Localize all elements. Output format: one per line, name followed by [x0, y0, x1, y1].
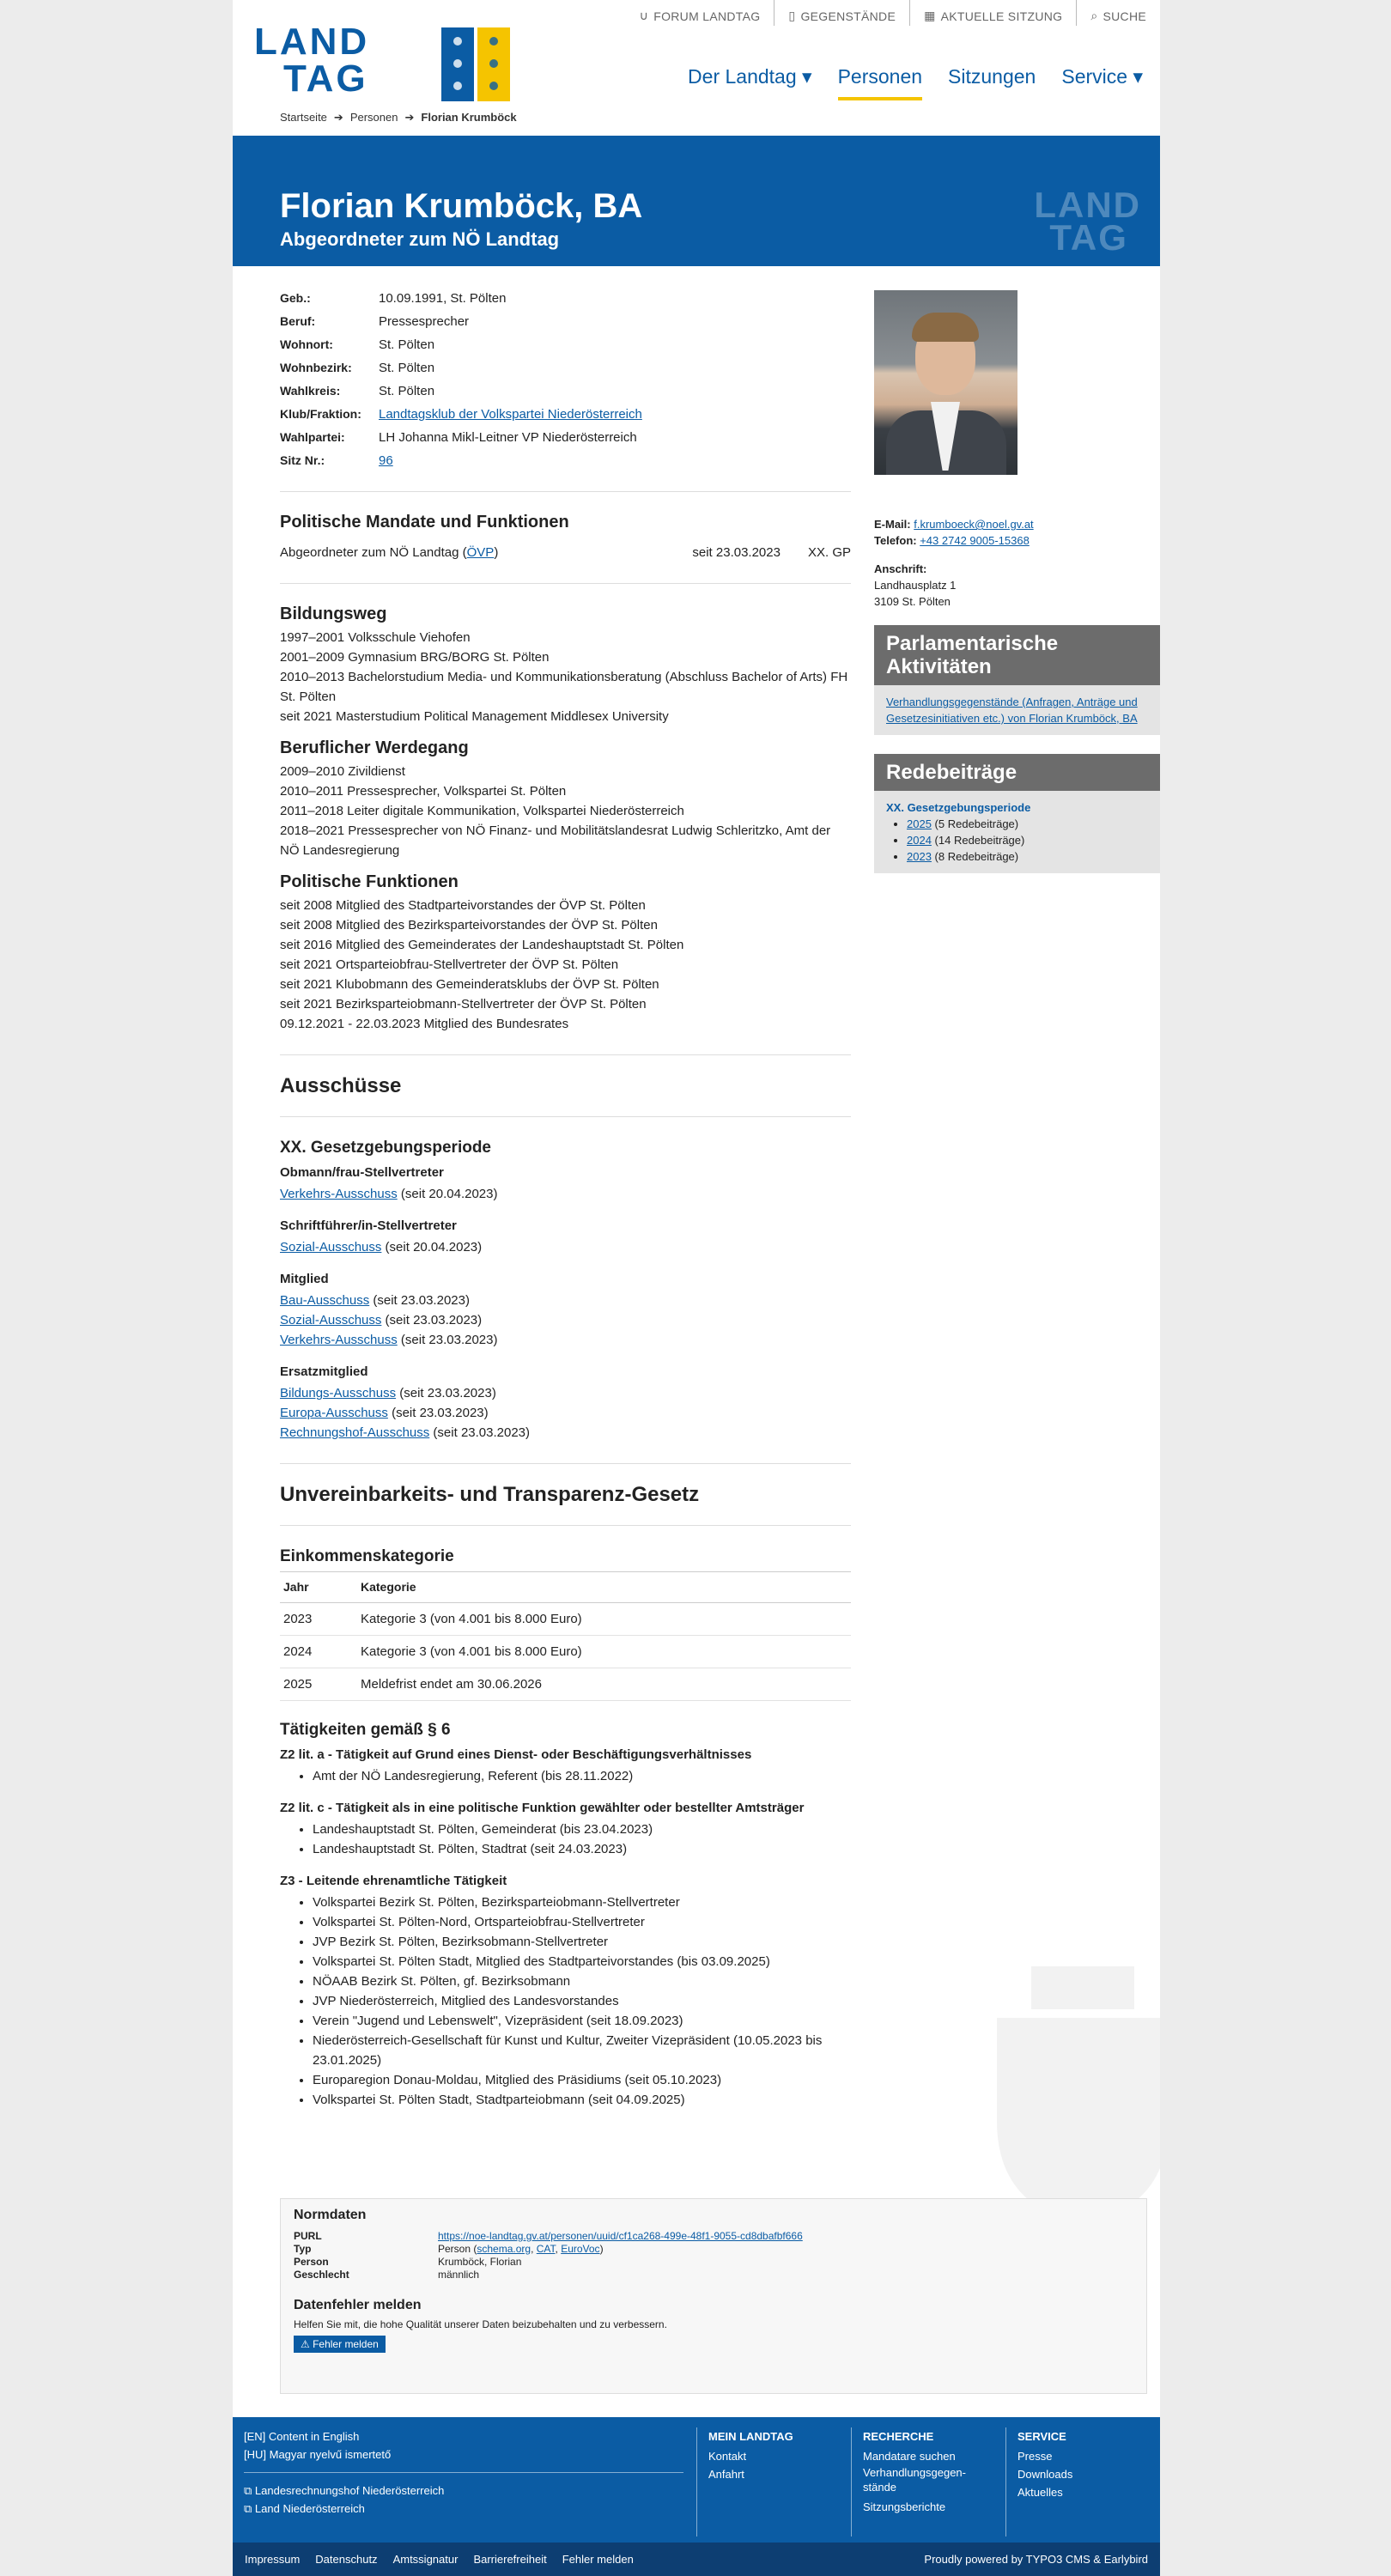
- footer-link[interactable]: Downloads: [1017, 2468, 1073, 2481]
- committee-link[interactable]: Rechnungshof-Ausschuss: [280, 1425, 430, 1440]
- klub-link[interactable]: Landtagsklub der Volkspartei Niederösterreich: [379, 407, 642, 422]
- box-heading: Redebeiträge: [874, 754, 1160, 791]
- footer-link[interactable]: Sitzungsberichte: [863, 2500, 946, 2513]
- committee-link[interactable]: Verkehrs-Ausschuss: [280, 1187, 398, 1201]
- logo-flag-icon: [441, 27, 510, 101]
- footer-link[interactable]: Anfahrt: [708, 2468, 744, 2481]
- table-row: 2023 Kategorie 3 (von 4.001 bis 8.000 Euro): [280, 1603, 851, 1636]
- topbar-aktuelle-sitzung[interactable]: ▦ AKTUELLE SITZUNG: [909, 0, 1076, 26]
- breadcrumb: [280, 111, 517, 125]
- footer-col-mein-landtag: MEIN LANDTAG Kontakt Anfahrt: [696, 2427, 851, 2537]
- main-navigation: [688, 65, 1143, 100]
- section-heading: Ausschüsse: [280, 1074, 402, 1097]
- datenschutz-link[interactable]: Datenschutz: [315, 2553, 378, 2566]
- committee-item: Rechnungshof-Ausschuss (seit 23.03.2023): [280, 1425, 531, 1440]
- divider: [280, 491, 851, 492]
- list-item: • Landeshauptstadt St. Pölten, Gemeinderat (bis 23.04.2023): [313, 1820, 851, 1839]
- list-item: • Niederösterreich-Gesellschaft für Kunst und Kultur, Zweiter Vizepräsident (10.05.2023 bis 23.01.2025): [313, 2031, 851, 2070]
- purl-link[interactable]: https://noe-landtag.gv.at/personen/uuid/cf1ca268-499e-48f1-9055-cd8dbafbf666: [438, 2230, 803, 2242]
- list-item: seit 2016 Mitglied des Gemeinderates der Landeshauptstadt St. Pölten: [280, 938, 684, 952]
- committee-link[interactable]: Sozial-Ausschuss: [280, 1313, 382, 1327]
- logo-watermark: LAND TAG: [1034, 185, 1141, 258]
- logo-text-land: LAND: [254, 21, 370, 63]
- list-item: • Verein "Jugend und Lebenswelt", Vizepräsident (seit 18.09.2023): [313, 2011, 851, 2031]
- redebeitraege-box: Redebeiträge XX. Gesetzgebungsperiode • 2025 (5 Redebeiträge) • 2024 (14 Redebeiträge) • 2023 (8 Redebeiträge): [874, 754, 1160, 873]
- footer-link[interactable]: Verhandlungsgegen-stände: [863, 2466, 966, 2494]
- activity-list: [280, 1766, 851, 1786]
- personal-info: Geb.: 10.09.1991, St. Pölten Beruf: Pressesprecher Wohnort: St. Pölten Wohnbezirk: St. Pölten Wahlkreis: St. Pölten Klub/Fraktion: Landtagsklub der Volkspartei Niederösterreich Wahlpartei: LH Johanna Mikl-Leitner VP Niederösterreich Sitz Nr.: 96: [280, 289, 851, 471]
- footer-link[interactable]: Presse: [1017, 2450, 1053, 2463]
- parl-activities-box: [874, 625, 1160, 735]
- list-item: • NÖAAB Bezirk St. Pölten, gf. Bezirksobmann: [313, 1971, 851, 1991]
- list-item: seit 2021 Ortsparteiobfrau-Stellvertreter der ÖVP St. Pölten: [280, 957, 619, 972]
- list-item: seit 2021 Bezirksparteiobmann-Stellvertreter der ÖVP St. Pölten: [280, 997, 647, 1012]
- committee-item: Bau-Ausschuss (seit 23.03.2023): [280, 1293, 470, 1308]
- einkommen-table: [280, 1571, 851, 1701]
- nav-sitzungen[interactable]: Sitzungen: [948, 65, 1036, 88]
- box-heading: Parlamentarische Aktivitäten: [874, 625, 1160, 685]
- list-item: • 2024 (14 Redebeiträge): [907, 832, 1148, 848]
- list-item: • 2025 (5 Redebeiträge): [907, 816, 1148, 832]
- cat-link[interactable]: CAT: [536, 2243, 556, 2255]
- barrierefreiheit-link[interactable]: Barrierefreiheit: [473, 2553, 547, 2566]
- section-heading: Bildungsweg: [280, 605, 387, 623]
- committee-item: Verkehrs-Ausschuss (seit 23.03.2023): [280, 1333, 498, 1347]
- footer: [233, 2417, 1160, 2576]
- nav-service[interactable]: Service ▾: [1061, 65, 1143, 88]
- rede-year-link[interactable]: 2024: [907, 834, 932, 847]
- list-item: • Landeshauptstadt St. Pölten, Stadtrat (seit 24.03.2023): [313, 1839, 851, 1859]
- external-link-land[interactable]: ⧉ Land Niederösterreich: [244, 2502, 365, 2515]
- divider: [244, 2472, 683, 2473]
- list-item: seit 2008 Mitglied des Bezirksparteivorstandes der ÖVP St. Pölten: [280, 918, 658, 933]
- committee-link[interactable]: Verkehrs-Ausschuss: [280, 1333, 398, 1347]
- list-item: 2018–2021 Pressesprecher von NÖ Finanz- und Mobilitätslandesrat Ludwig Schleritzko, Amt der NÖ Landesregierung: [280, 823, 831, 858]
- external-link-icon: ⧉: [244, 2484, 255, 2497]
- topbar-gegenstaende[interactable]: ▯ GEGENSTÄNDE: [774, 0, 909, 26]
- list-item: 2001–2009 Gymnasium BRG/BORG St. Pölten: [280, 650, 550, 665]
- section-heading: Politische Funktionen: [280, 872, 459, 891]
- arrow-right-icon: ➔: [404, 111, 415, 124]
- sidebar: [874, 290, 1160, 873]
- breadcrumb-home[interactable]: Startseite: [280, 111, 327, 124]
- normdaten-box: Normdaten PURL https://noe-landtag.gv.at/personen/uuid/cf1ca268-499e-48f1-9055-cd8dbafbf666 Typ Person (schema.org, CAT, EuroVoc) Person Krumböck, Florian Geschlecht männlich Datenfehler melden Helfen Sie mit, die hohe Qualität unserer Daten beizubehalten und zu verbessern. ⚠ Fehler melden: [280, 2198, 1147, 2394]
- rede-year-link[interactable]: 2023: [907, 850, 932, 863]
- footer-link[interactable]: Mandatare suchen: [863, 2450, 956, 2463]
- amtssignatur-link[interactable]: Amtssignatur: [392, 2553, 459, 2566]
- committee-link[interactable]: Sozial-Ausschuss: [280, 1240, 382, 1255]
- beruf-list: [280, 762, 851, 860]
- footer-link[interactable]: Kontakt: [708, 2450, 747, 2463]
- list-item: • Volkspartei St. Pölten Stadt, Stadtparteiobmann (seit 04.09.2025): [313, 2090, 851, 2110]
- list-item: • Europaregion Donau-Moldau, Mitglied des Präsidiums (seit 05.10.2023): [313, 2070, 851, 2090]
- impressum-link[interactable]: Impressum: [245, 2553, 301, 2566]
- list-item: seit 2008 Mitglied des Stadtparteivorstandes der ÖVP St. Pölten: [280, 898, 646, 913]
- divider: [280, 1463, 851, 1464]
- committee-item: Sozial-Ausschuss (seit 23.03.2023): [280, 1313, 483, 1327]
- committee-link[interactable]: Bau-Ausschuss: [280, 1293, 370, 1308]
- lang-hu-link[interactable]: [HU] Magyar nyelvű ismertető: [244, 2448, 392, 2461]
- list-item: seit 2021 Masterstudium Political Management Middlesex University: [280, 709, 669, 724]
- contact-info: E-Mail: f.krumboeck@noel.gv.at Telefon: +43 2742 9005-15368 Anschrift: Landhausplatz 1 3109 St. Pölten: [874, 518, 1034, 608]
- eurovoc-link[interactable]: EuroVoc: [561, 2243, 600, 2255]
- external-link-rechnungshof[interactable]: ⧉ Landesrechnungshof Niederösterreich: [244, 2484, 445, 2497]
- footer-bottom-bar: [233, 2543, 1160, 2576]
- normdaten-heading: Normdaten: [294, 2208, 367, 2222]
- list-item: • Volkspartei St. Pölten-Nord, Ortsparteiobfrau-Stellvertreter: [313, 1912, 851, 1932]
- column-header: Kategorie: [357, 1572, 851, 1603]
- nav-der-landtag[interactable]: Der Landtag ▾: [688, 65, 812, 88]
- divider: [280, 583, 851, 584]
- list-item: seit 2021 Klubobmann des Gemeinderatsklubs der ÖVP St. Pölten: [280, 977, 659, 992]
- hero-banner: [233, 136, 1160, 266]
- committee-item: Sozial-Ausschuss (seit 20.04.2023): [280, 1240, 483, 1255]
- table-row: 2024 Kategorie 3 (von 4.001 bis 8.000 Euro): [280, 1636, 851, 1668]
- fehler-melden-link[interactable]: Fehler melden: [562, 2553, 634, 2566]
- mandate-row: Abgeordneter zum NÖ Landtag (ÖVP) seit 23.03.2023 XX. GP: [280, 545, 851, 560]
- list-item: 2011–2018 Leiter digitale Kommunikation, Volkspartei Niederösterreich: [280, 804, 684, 818]
- sitz-link[interactable]: 96: [379, 453, 393, 468]
- logo-text-tag: TAG: [283, 58, 368, 100]
- activity-list: [280, 1893, 851, 2110]
- footer-col-service: SERVICE Presse Downloads Aktuelles: [1005, 2427, 1160, 2537]
- list-item: • JVP Bezirk St. Pölten, Bezirksobmann-Stellvertreter: [313, 1932, 851, 1952]
- list-item: • Volkspartei Bezirk St. Pölten, Bezirksparteiobmann-Stellvertreter: [313, 1893, 851, 1912]
- topbar-suche[interactable]: ⌕ SUCHE: [1076, 0, 1160, 26]
- table-row: 2025 Meldefrist endet am 30.06.2026: [280, 1668, 851, 1701]
- taetigkeiten-heading: Tätigkeiten gemäß § 6: [280, 1721, 451, 1739]
- arrow-right-icon: ➔: [333, 111, 343, 124]
- divider: [280, 1054, 851, 1055]
- committee-item: Verkehrs-Ausschuss (seit 20.04.2023): [280, 1187, 498, 1201]
- party-link[interactable]: ÖVP: [466, 545, 495, 560]
- einkommen-heading: Einkommenskategorie: [280, 1547, 454, 1565]
- committee-link[interactable]: Bildungs-Ausschuss: [280, 1386, 397, 1400]
- calendar-icon: ▦: [924, 9, 936, 22]
- list-item: • JVP Niederösterreich, Mitglied des Landesvorstandes: [313, 1991, 851, 2011]
- polit-list: [280, 896, 851, 1034]
- phone-link[interactable]: +43 2742 9005-15368: [920, 534, 1030, 547]
- rede-year-link[interactable]: 2025: [907, 817, 932, 830]
- verhandlungsgegenstaende-link[interactable]: Verhandlungsgegenstände (Anfragen, Anträge und Gesetzesinitiativen etc.) von Florian Krumböck, BA: [886, 696, 1138, 725]
- divider: [280, 1116, 851, 1117]
- page-subtitle: Abgeordneter zum NÖ Landtag: [280, 228, 560, 250]
- list-item: 1997–2001 Volksschule Viehofen: [280, 630, 471, 645]
- committee-item: Bildungs-Ausschuss (seit 23.03.2023): [280, 1386, 496, 1400]
- email-link[interactable]: f.krumboeck@noel.gv.at: [914, 518, 1034, 531]
- list-item: 2010–2011 Pressesprecher, Volkspartei St. Pölten: [280, 784, 567, 799]
- search-icon: ⌕: [1090, 9, 1098, 22]
- committee-link[interactable]: Europa-Ausschuss: [280, 1406, 388, 1420]
- portrait-photo: [874, 290, 1017, 475]
- schema-link[interactable]: schema.org: [477, 2243, 531, 2255]
- external-link-icon: ⧉: [244, 2502, 255, 2515]
- section-heading: Politische Mandate und Funktionen: [280, 513, 569, 532]
- footer-col-recherche: RECHERCHE Mandatare suchen Verhandlungsgegen-stände Sitzungsberichte: [851, 2427, 1005, 2537]
- top-utility-bar: [626, 0, 1160, 26]
- main-content: Geb.: 10.09.1991, St. Pölten Beruf: Pressesprecher Wohnort: St. Pölten Wohnbezirk: St. Pölten Wahlkreis: St. Pölten Klub/Fraktion: Landtagsklub der Volkspartei Niederösterreich Wahlpartei: LH Johanna Mikl-Leitner VP Niederösterreich Sitz Nr.: 96 Politische Mandate und Funktionen Abgeordneter zum NÖ Landtag (ÖVP) seit 23.03.2023 XX. GP Bildungsweg 1997–2001 Volksschule Viehofen 2001–2009 Gymnasium BRG/BORG St. Pölten 2010–2013 Bachelorstudium Media- und Kommunikationsberatung (Abschluss Bachelor of Arts) FH St. Pölten seit 2021 Masterstudium Political Management Middlesex University Beruflicher Werdegang 2009–2010 Zivildienst 2010–2011 Pressesprecher, Volkspartei St. Pölten 2011–2018 Leiter digitale Kommunikation, Volkspartei Niederösterreich 2018–2021 Pressesprecher von NÖ Finanz- und Mobilitätslandesrat Ludwig Schleritzko, Amt der NÖ Landesregierung Politische Funktionen seit 2008 Mitglied des Stadtparteivorstandes der ÖVP St. Pölten seit 2008 Mitglied des Bezirksparteivorstandes der ÖVP St. Pölten seit 2016 Mitglied des Gemeinderates der Landeshauptstadt St. Pölten seit 2021 Ortsparteiobfrau-Stellvertreter der ÖVP St. Pölten seit 2021 Klubobmann des Gemeinderatsklubs der ÖVP St. Pölten seit 2021 Bezirksparteiobmann-Stellvertreter der ÖVP St. Pölten 09.12.2021 - 22.03.2023 Mitglied des Bundesrates Ausschüsse XX. Gesetzgebungsperiode Obmann/frau-Stellvertreter Verkehrs-Ausschuss (seit 20.04.2023) Schriftführer/in-Stellvertreter Sozial-Ausschuss (seit 20.04.2023) Mitglied Bau-Ausschuss (seit 23.03.2023) Sozial-Ausschuss (seit 23.03.2023) Verkehrs-Ausschuss (seit 23.03.2023) Ersatzmitglied Bildungs-Ausschuss (seit 23.03.2023) Europa-Ausschuss (seit 23.03.2023) Rechnungshof-Ausschuss (seit 23.03.2023) Unvereinbarkeits- und Transparenz-Gesetz Einkommenskategorie Jahr Kategorie 2023 Kategorie 3 (von 4.001 bis 8.000 Euro) 2024 Kategorie 3 (von 4.001 bis 8.000 Euro) 2025 Meldefrist endet am 30.06.2026 Tätigkeiten gemäß § 6 Z2 lit. a - Tätigkeit auf Grund eines Dienst- oder Beschäftigungsverhältnisses • Amt der NÖ Landesregierung, Referent (bis 28.11.2022) Z2 lit. c - Tätigkeit als in eine politische Funktion gewählter oder bestellter Amtsträger • Landeshauptstadt St. Pölten, Gemeinderat (bis 23.04.2023) • Landeshauptstadt St. Pölten, Stadtrat (seit 24.03.2023) Z3 - Leitende ehrenamtliche Tätigkeit • Volkspartei Bezirk St. Pölten, Bezirksparteiobmann-Stellvertreter • Volkspartei St. Pölten-Nord, Ortsparteiobfrau-Stellvertreter • JVP Bezirk St. Pölten, Bezirksobmann-Stellvertreter • Volkspartei St. Pölten Stadt, Mitglied des Stadtparteivorstandes (bis 03.09.2025) • NÖAAB Bezirk St. Pölten, gf. Bezirksobmann • JVP Niederösterreich, Mitglied des Landesvorstandes • Verein "Jugend und Lebenswelt", Vizepräsident (seit 18.09.2023) • Niederösterreich-Gesellschaft für Kunst und Kultur, Zweiter Vizepräsident (10.05.2023 bis 23.01.2025) • Europaregion Donau-Moldau, Mitglied des Präsidiums (seit 05.10.2023) • Volkspartei St. Pölten Stadt, Stadtparteiobmann (seit 04.09.2025): [280, 289, 851, 2110]
- landtag-logo[interactable]: [254, 21, 510, 103]
- powered-by: Proudly powered by TYPO3 CMS & Earlybird: [924, 2553, 1148, 2566]
- section-heading: Unvereinbarkeits- und Transparenz-Gesetz: [280, 1483, 700, 1506]
- list-item: • Amt der NÖ Landesregierung, Referent (bis 28.11.2022): [313, 1766, 851, 1786]
- report-error-button[interactable]: ⚠ Fehler melden: [294, 2336, 386, 2353]
- list-item: • Volkspartei St. Pölten Stadt, Mitglied des Stadtparteivorstandes (bis 03.09.2025): [313, 1952, 851, 1971]
- document-icon: ▯: [788, 9, 796, 22]
- datenfehler-heading: Datenfehler melden: [294, 2298, 422, 2312]
- divider: [280, 1525, 851, 1526]
- page: [233, 0, 1160, 2576]
- rede-list: [886, 816, 1148, 865]
- page-title: Florian Krumböck, BA: [280, 187, 643, 225]
- list-item: 2009–2010 Zivildienst: [280, 764, 405, 779]
- bildung-list: [280, 628, 851, 726]
- period-heading: XX. Gesetzgebungsperiode: [280, 1139, 491, 1157]
- seal-watermark-icon: [980, 1966, 1160, 2224]
- topbar-forum-landtag[interactable]: ∪ FORUM LANDTAG: [639, 9, 761, 23]
- column-header: Jahr: [280, 1572, 357, 1603]
- lang-en-link[interactable]: [EN] Content in English: [244, 2430, 360, 2443]
- footer-link[interactable]: Aktuelles: [1017, 2486, 1063, 2499]
- breadcrumb-current: Florian Krumböck: [421, 111, 517, 124]
- activity-list: [280, 1820, 851, 1859]
- committee-item: Europa-Ausschuss (seit 23.03.2023): [280, 1406, 489, 1420]
- list-item: 2010–2013 Bachelorstudium Media- und Kommunikationsberatung (Abschluss Bachelor of Arts) FH St. Pölten: [280, 670, 848, 704]
- list-item: • 2023 (8 Redebeiträge): [907, 848, 1148, 865]
- breadcrumb-personen[interactable]: Personen: [349, 111, 398, 124]
- list-item: 09.12.2021 - 22.03.2023 Mitglied des Bundesrates: [280, 1017, 569, 1031]
- section-heading: Beruflicher Werdegang: [280, 738, 469, 757]
- nav-personen[interactable]: Personen: [838, 65, 922, 100]
- horseshoe-icon: ∪: [639, 9, 649, 22]
